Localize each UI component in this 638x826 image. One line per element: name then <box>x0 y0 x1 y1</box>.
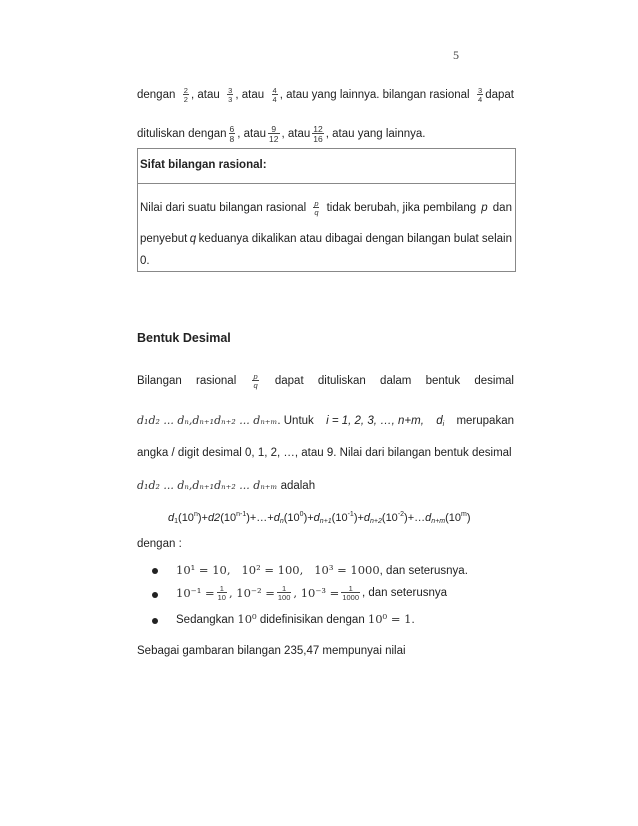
box-text-b: tidak berubah, jika pembilang <box>326 202 477 214</box>
fraction-1-10: $\frac{1}{10}$ <box>217 583 226 602</box>
var-q: q <box>189 233 197 245</box>
word: rasional <box>195 375 237 387</box>
fraction-6-8: $\frac{6}{8}$ <box>229 123 235 144</box>
neg-power-3: , 10⁻³ = <box>293 586 340 600</box>
property-box-header <box>138 149 515 184</box>
neg-power-2: , 10⁻² = <box>228 586 275 600</box>
decimal-sequence: d₁d₂ ... dₙ,dₙ₊₁dₙ₊₂ ... dₙ₊ₘ <box>137 479 278 492</box>
word: desimal <box>474 375 514 387</box>
bentuk-line3: angka / digit desimal 0, 1, 2, …, atau 9. Nilai dari bilangan bentuk desimal <box>137 447 512 459</box>
bentuk-line4 <box>137 479 315 492</box>
word-dapat: dapat <box>485 89 514 101</box>
word: dituliskan <box>317 375 366 387</box>
bullet-1-text: , dan seterusnya. <box>379 565 468 577</box>
fraction-4-4: $\frac{4}{4}$ <box>272 85 277 104</box>
box-text-a: Nilai dari suatu bilangan rasional <box>140 202 307 214</box>
power-zero: 10⁰ <box>237 612 257 626</box>
word-dengan: dengan <box>137 89 176 101</box>
neg-power-1: 10⁻¹ = <box>176 586 215 600</box>
closing-line: Sebagai gambaran bilangan 235,47 mempunyai nilai <box>137 645 406 657</box>
fraction-p-q: $\frac{p}{q}$ <box>253 371 258 390</box>
text-adalah: adalah <box>280 480 316 492</box>
box-text-rest: keduanya dikalikan atau dibagai dengan bilangan bulat selain <box>198 233 512 245</box>
text-merupakan: merupakan <box>456 415 514 427</box>
text-atau: , atau <box>281 128 311 140</box>
bullet-2 <box>176 582 447 604</box>
text-atau: , atau <box>237 128 267 140</box>
text-dituliskan: dituliskan dengan <box>137 128 227 140</box>
var-d-sub: i <box>442 421 445 428</box>
var-p: p <box>481 202 488 214</box>
property-box <box>137 148 516 272</box>
text-untuk: . Untuk <box>277 415 314 427</box>
page-number: 5 <box>453 48 459 62</box>
box-line3: 0. <box>140 255 150 267</box>
word: Bilangan <box>137 375 182 387</box>
bullet-3 <box>176 612 415 626</box>
dengan-label: dengan : <box>137 538 182 550</box>
fraction-12-16: $\frac{12}{16}$ <box>313 123 323 144</box>
bullet-2-text: , dan seterusnya <box>362 587 448 599</box>
fraction-2-2: $\frac{2}{2}$ <box>183 85 188 104</box>
bullet-1 <box>176 563 468 577</box>
power-zero-eq: 10⁰ = 1 <box>367 612 412 626</box>
fraction-9-12: $\frac{9}{12}$ <box>269 123 279 144</box>
expansion-formula: $d_1(10^n)+d2(10^{n-1})+\dots+d_n(10^0)+d_{n+1}(10^{-1})+d_{n+2}(10^{-2})+\dots d_{n+m}(10^m)$ <box>168 511 471 525</box>
text-atau: , atau <box>235 89 265 101</box>
var-d: d <box>436 415 443 427</box>
fraction-1-1000: $\frac{1}{1000}$ <box>342 583 359 602</box>
section-title: Bentuk Desimal <box>137 331 231 345</box>
word: dalam <box>380 375 412 387</box>
box-text-c: dan <box>492 202 512 214</box>
box-line1 <box>140 197 512 219</box>
bullet-dot <box>152 568 158 574</box>
para1-line1 <box>137 84 514 106</box>
text-rest: , atau yang lainnya. bilangan rasional <box>279 89 470 101</box>
bullet-dot <box>152 618 158 624</box>
word: dapat <box>274 375 304 387</box>
text-atau: , atau <box>190 89 220 101</box>
fraction-1-100: $\frac{1}{100}$ <box>277 583 291 602</box>
index-range: i = 1, 2, 3, …, n+m, <box>326 415 424 427</box>
word: bentuk <box>425 375 461 387</box>
text-didefinisikan: didefinisikan dengan <box>259 614 365 626</box>
text-sedangkan: Sedangkan <box>176 614 235 626</box>
period: . <box>411 614 415 626</box>
fraction-3-4: $\frac{3}{4}$ <box>478 85 483 104</box>
powers-of-ten: 10¹ = 10, 10² = 100, 10³ = 1000 <box>176 563 380 577</box>
property-box-title: Sifat bilangan rasional: <box>140 159 267 171</box>
box-text-penyebut: penyebut <box>140 233 188 245</box>
bullet-dot <box>152 592 158 598</box>
decimal-sequence: d₁d₂ ... dₙ,dₙ₊₁dₙ₊₂ ... dₙ₊ₘ <box>137 414 278 427</box>
fraction-3-3: $\frac{3}{3}$ <box>228 85 233 104</box>
fraction-p-q: $\frac{p}{q}$ <box>314 198 319 217</box>
text-end: , atau yang lainnya. <box>325 128 426 140</box>
box-line2 <box>140 233 512 245</box>
bentuk-line1 <box>137 370 514 392</box>
bentuk-line2 <box>137 414 514 428</box>
para1-line2 <box>137 122 426 146</box>
